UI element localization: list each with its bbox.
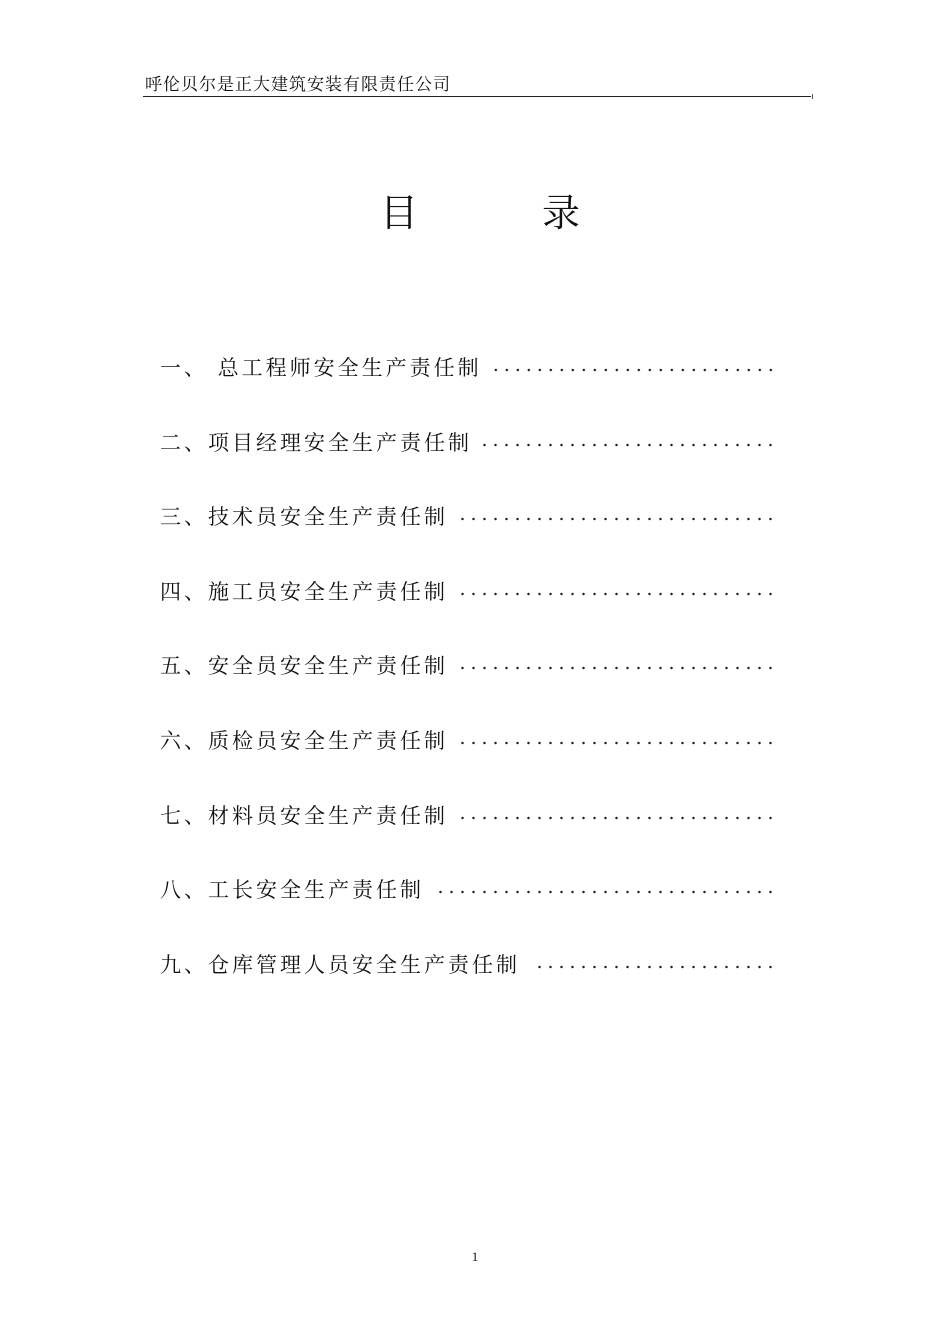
dot-leader: [530, 965, 776, 969]
dot-leader: [482, 443, 776, 447]
toc-item-label: 一、 总工程师安全生产责任制: [160, 356, 482, 380]
toc-item[interactable]: [160, 949, 776, 1024]
toc-item[interactable]: [160, 800, 776, 875]
toc-item-label: 二、项目经理安全生产责任制: [160, 430, 472, 455]
toc-item-label: 五、安全员安全生产责任制: [160, 654, 448, 679]
toc-item[interactable]: [160, 352, 776, 427]
toc-title-char-1: 目: [380, 191, 419, 235]
toc-item[interactable]: [160, 576, 776, 651]
toc-item[interactable]: [160, 725, 776, 800]
toc-item-label: 七、材料员安全生产责任制: [160, 803, 448, 828]
toc-item[interactable]: [160, 501, 776, 576]
dot-leader: [458, 517, 776, 521]
toc-item-label: 六、质检员安全生产责任制: [160, 728, 448, 753]
dot-leader: [458, 741, 776, 745]
dot-leader: [434, 890, 776, 894]
dot-leader: [458, 666, 776, 670]
header-rule-tick: [812, 94, 813, 99]
toc-item-label: 九、仓库管理人员安全生产责任制: [160, 952, 520, 977]
toc-item-label: 八、工长安全生产责任制: [160, 878, 424, 903]
toc-item[interactable]: [160, 650, 776, 725]
toc-item-label: 三、技术员安全生产责任制: [160, 505, 448, 530]
toc-item[interactable]: [160, 427, 776, 502]
toc-title-char-2: 录: [541, 191, 580, 235]
toc-item-label: 四、施工员安全生产责任制: [160, 579, 448, 604]
dot-leader: [458, 592, 776, 596]
toc-title: [380, 182, 580, 237]
page-number: 1: [471, 1249, 479, 1264]
company-name: 呼伦贝尔是正大建筑安装有限责任公司: [145, 75, 451, 95]
toc-list: [160, 352, 776, 1023]
toc-item[interactable]: [160, 874, 776, 949]
page-header: [143, 68, 811, 97]
dot-leader: [458, 816, 776, 820]
dot-leader: [492, 368, 776, 372]
